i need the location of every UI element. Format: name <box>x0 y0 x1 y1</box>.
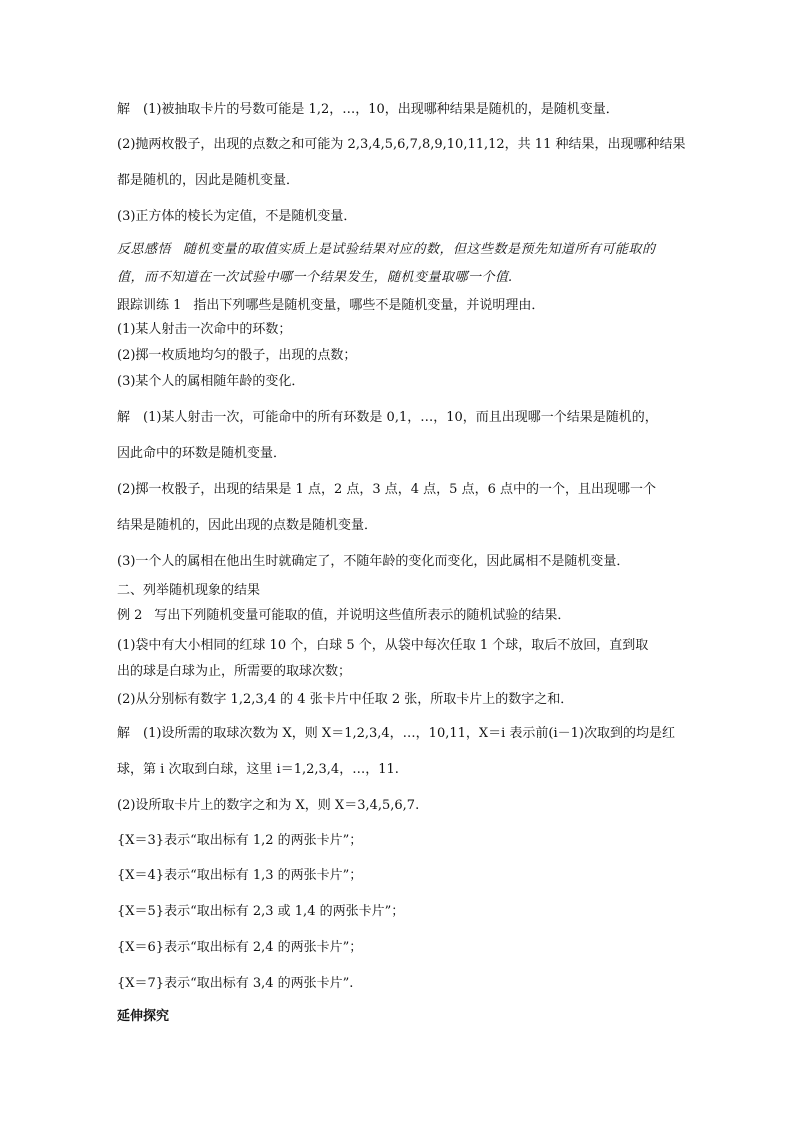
solution-2-line-2: 因此命中的环数是随机变量． <box>117 446 287 461</box>
example-question <box>117 607 687 625</box>
solution-1-line-3: 都是随机的，因此是随机变量． <box>117 173 300 188</box>
solution-2-line-1: 解 (1)某人射击一次，可能命中的所有环数是 0,1，…，10，而且出现哪一个结果是随机的， <box>117 410 658 425</box>
extension-heading: 延伸探究 <box>117 1009 170 1024</box>
practice-question <box>117 297 687 315</box>
example-item-1b: 出的球是白球为止，所需要的取球次数； <box>117 664 352 679</box>
solution-3-line-2: 球，第 i 次取到白球，这里 i＝1,2,3,4，…，11. <box>117 762 399 777</box>
example-label: 例 2 <box>117 608 143 623</box>
practice-item-3: (3)某个人的属相随年龄的变化． <box>117 374 305 389</box>
practice-label: 跟踪训练 1 <box>117 298 182 313</box>
outcome-x5: {X＝5}表示“取出标有 2,3 或 1,4 的两张卡片”； <box>117 904 405 919</box>
solution-2-line-4: 结果是随机的，因此出现的点数是随机变量． <box>117 518 378 533</box>
example-item-1a: (1)袋中有大小相同的红球 10 个，白球 5 个，从袋中每次任取 1 个球，取后不放回，直到取 <box>117 638 649 653</box>
solution-3-line-3: (2)设所取卡片上的数字之和为 X，则 X＝3,4,5,6,7. <box>117 798 420 813</box>
solution-1-line-2: (2)抛两枚骰子，出现的点数之和可能为 2,3,4,5,6,7,8,9,10,11,12，共 11 种结果，出现哪种结果 <box>117 137 686 152</box>
reflection-line-2: 值，而不知道在一次试验中哪一个结果发生，随机变量取哪一个值. <box>117 270 514 285</box>
outcome-x6: {X＝6}表示“取出标有 2,4 的两张卡片”； <box>117 940 363 955</box>
reflection-line-1 <box>117 241 687 259</box>
solution-3-line-1: 解 (1)设所需的取球次数为 X，则 X＝1,2,3,4，…，10,11，X＝i 表示前(i－1)次取到的均是红 <box>117 726 676 741</box>
example-item-2: (2)从分别标有数字 1,2,3,4 的 4 张卡片中任取 2 张，所取卡片上的数字之和． <box>117 692 574 707</box>
reflection-label: 反思感悟 <box>117 242 172 257</box>
outcome-x7: {X＝7}表示“取出标有 3,4 的两张卡片”. <box>117 976 354 991</box>
solution-1-line-4: (3)正方体的棱长为定值，不是随机变量． <box>117 209 357 224</box>
reflection-text-1: 随机变量的取值实质上是试验结果对应的数，但这些数是预先知道所有可能取的 <box>183 242 656 257</box>
section-heading: 二、列举随机现象的结果 <box>117 583 261 598</box>
practice-item-2: (2)掷一枚质地均匀的骰子，出现的点数； <box>117 348 357 363</box>
document-page <box>117 0 687 1123</box>
outcome-x3: {X＝3}表示“取出标有 1,2 的两张卡片”； <box>117 833 363 848</box>
solution-2-line-3: (2)掷一枚骰子，出现的结果是 1 点，2 点，3 点，4 点，5 点，6 点中的一个，且出现哪一个 <box>117 482 656 497</box>
example-text: 写出下列随机变量可能取的值，并说明这些值所表示的随机试验的结果． <box>154 608 571 623</box>
solution-1-line-1: 解 (1)被抽取卡片的号数可能是 1,2，…，10，出现哪种结果是随机的，是随机变量． <box>117 102 619 117</box>
practice-text: 指出下列哪些是随机变量，哪些不是随机变量，并说明理由． <box>193 298 545 313</box>
practice-item-1: (1)某人射击一次命中的环数； <box>117 322 292 337</box>
outcome-x4: {X＝4}表示“取出标有 1,3 的两张卡片”； <box>117 868 363 883</box>
solution-2-line-5: (3)一个人的属相在他出生时就确定了，不随年龄的变化而变化，因此属相不是随机变量． <box>117 554 630 569</box>
